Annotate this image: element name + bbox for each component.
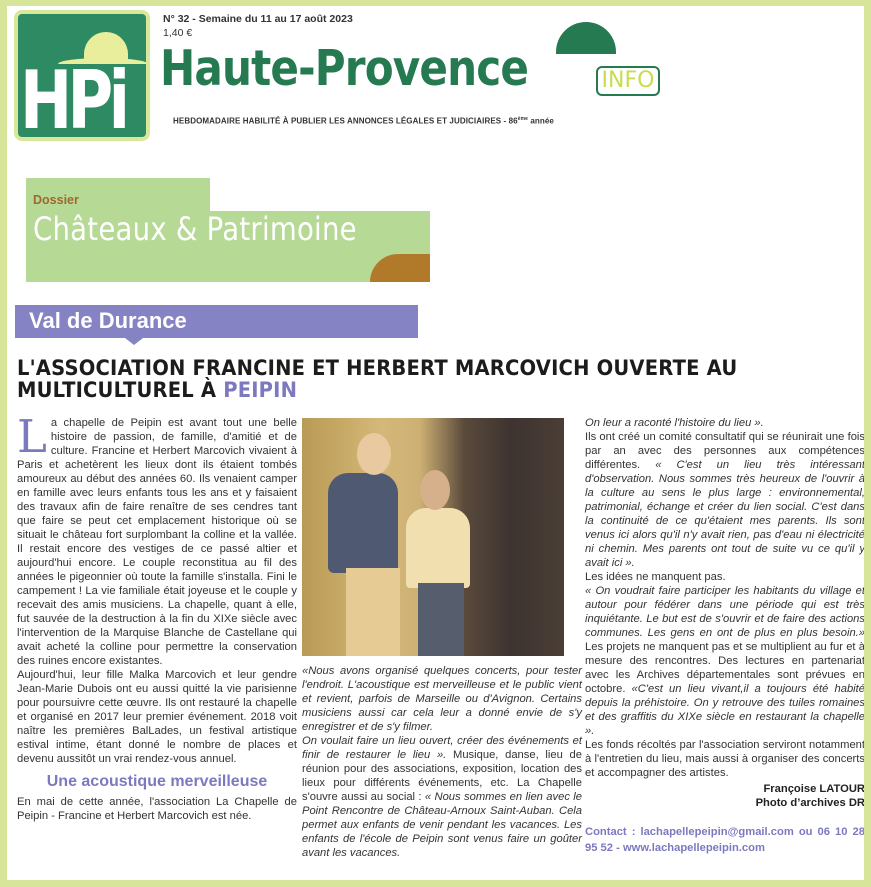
paragraph: a chapelle de Peipin est avant tout une belle histoire de passion, de famille, d'amitié et de culture. Francine et Herbert Marcovich vivaient à Paris et achetèrent les lieux dont ils étaient tombés amoureux au début des années 60. Ils venaient camper en famille avec leurs enfants tous les ans et y faisaient des travaux afin de faire renaître de ses cendres tant que faire se peut cet emplacement historique où se situait le château fort surplombant la colline et la vallée. Il restait encore des vestiges de ce passé altier et aujourd'hui encore. Le couple reconstitua au fil des années le pigeonnier où toute la famille s'installa. Fini le campement ! La vie familiale était joyeuse et le couple y recevait des amis musiciens. La chapelle, quant à elle, fut sauvée de la destruction à la fin du XIXe siècle avec l'intervention de la Marquise Blanche de Castellane qui avait acheté la colline pour permettre la conservation des ruines encore existantes.: [17, 417, 297, 667]
tagline-sup: ème: [517, 116, 529, 122]
banner-arc-decoration: [370, 254, 430, 282]
quote: «Nous avons organisé quelques concerts, pour tester l'endroit. L'acoustique est merveilleuse et le public vient et revient, parfois de Marseille ou d'Avignon. Certains musiciens aussi car cela leur a donné envie de s'y enregistrer et de s'y filmer.: [302, 665, 582, 733]
section-band: [15, 305, 418, 338]
masthead-title: Haute-Provence: [160, 40, 529, 97]
banner-notch: [210, 178, 430, 211]
article-column-2: [302, 664, 582, 860]
drop-cap: L: [17, 410, 47, 463]
paragraph: [302, 734, 582, 860]
paragraph: En mai de cette année, l'association La Chapelle de Peipin - Francine et Herbert Marcovich est née.: [17, 796, 297, 822]
price: 1,40 €: [163, 27, 193, 39]
contact-info[interactable]: Contact : lachapellepeipin@gmail.com ou 06 10 28 95 52 - www.lachapellepeipin.com: [585, 826, 865, 854]
dossier-label: Dossier: [33, 193, 79, 207]
dossier-title: Châteaux & Patrimoine: [33, 210, 357, 248]
photo-man-figure: [328, 473, 398, 573]
section-pointer-icon: [125, 338, 143, 345]
paragraph: [585, 584, 865, 738]
logo-text: HPi: [20, 54, 126, 141]
paragraph: Les idées ne manquent pas.: [585, 571, 726, 583]
paragraph: Les fonds récoltés par l'association serviront notamment à l'entretien du lieu, mais aussi à organiser des concerts et accompagner des artistes.: [585, 739, 865, 779]
headline-accent: PEIPIN: [223, 378, 298, 402]
paragraph: [585, 416, 865, 430]
paragraph: [585, 430, 865, 570]
archive-photo: [302, 418, 564, 656]
quote: « C'est un lieu très intéressant d'observation. Nous sommes très heureux de l'ouvrir à la culture au sens le plus large : environnemental, patrimonial, échange et créer du lien social. C'est dans la continuité de ce qu'étaient mes parents. Ils sont venus ici alors qu'il n'y avait rien, pas d'eau ni électricité ni chemin. Mes parents ont tout de suite vu ce qu'il y avait ici ».: [585, 459, 865, 569]
tagline-end: année: [528, 116, 554, 126]
photo-woman-figure: [406, 508, 470, 588]
text: Musique, danse, lieu de réunion pour des associations, exposition, location des lieux pour différents événements, etc. La Chapelle s'ouvre aussi au social :: [302, 749, 582, 803]
masthead-info-badge: INFO: [596, 66, 660, 96]
article-headline: [17, 357, 761, 401]
text: Ils ont créé un comité consultatif qui se réunirait une fois par an avec des personnes aux compétences différentes.: [585, 431, 865, 471]
paragraph: Aujourd'hui, leur fille Malka Marcovich et leur gendre Jean-Marie Dubois ont eu aussi quitté la vie parisienne pour poursuivre cette œuvre. Ils ont restauré la chapelle et organisé en 2017 leur premier événement. 2018 voit naître les premières BalLades, un festival artistique estival intime, étant donné le nombre de places et devenu aussitôt un vrai rendez-vous annuel.: [17, 669, 297, 765]
author-byline: Françoise LATOUR: [763, 783, 865, 795]
headline-main: L'ASSOCIATION FRANCINE ET HERBERT MARCOVICH OUVERTE AU MULTICULTUREL À: [17, 356, 738, 402]
text: Les projets ne manquent pas et se multiplient au fur et à mesure des rencontres. Des lectures en partenariat avec les Archives départementales sont prévues en octobre.: [585, 641, 865, 695]
photo-woman-head: [420, 470, 450, 510]
subheading: Une acoustique merveilleuse: [46, 773, 268, 790]
quote: On voulait faire un lieu ouvert, créer des événements et finir de restaurer le lieu ».: [302, 735, 582, 761]
quote: On leur a raconté l'histoire du lieu ».: [585, 417, 764, 429]
section-label: Val de Durance: [29, 308, 187, 333]
paragraph: [302, 664, 582, 734]
tagline-text: HEBDOMADAIRE HABILITÉ À PUBLIER LES ANNONCES LÉGALES ET JUDICIAIRES - 86: [173, 116, 518, 126]
quote: « Nous sommes en lien avec le Point Rencontre de Château-Arnoux Saint-Auban. Cela permet aux enfants de venir pendant les vacances. Les enfants de l'école de Peipin sont venus faire un goûter avant les vacances.: [302, 791, 582, 859]
issue-line: N° 32 - Semaine du 11 au 17 août 2023: [163, 13, 353, 25]
quote: « On voudrait faire participer les habitants du village et autour pour fédérer dans une période qui est très inquiétante. Le but est de s'ouvrir et de faire des actions communes. Les gens en ont de plus en plus besoin.»: [585, 585, 865, 639]
article-column-1: [17, 410, 297, 823]
hpi-logo: [14, 10, 150, 141]
quote: «C'est un lieu vivant,il a toujours été habité depuis la préhistoire. On y retrouve des tuiles romaines et des graffitis du XIXe siècle en restaurant la chapelle ».: [585, 683, 865, 737]
photo-credit: Photo d’archives DR: [755, 797, 865, 809]
masthead-sun-icon: [556, 22, 616, 54]
article-column-3: [585, 416, 865, 856]
photo-man-legs: [346, 568, 400, 656]
tagline: [173, 116, 554, 126]
photo-man-head: [357, 433, 391, 475]
photo-woman-legs: [418, 583, 464, 656]
issue-info: [163, 12, 353, 40]
